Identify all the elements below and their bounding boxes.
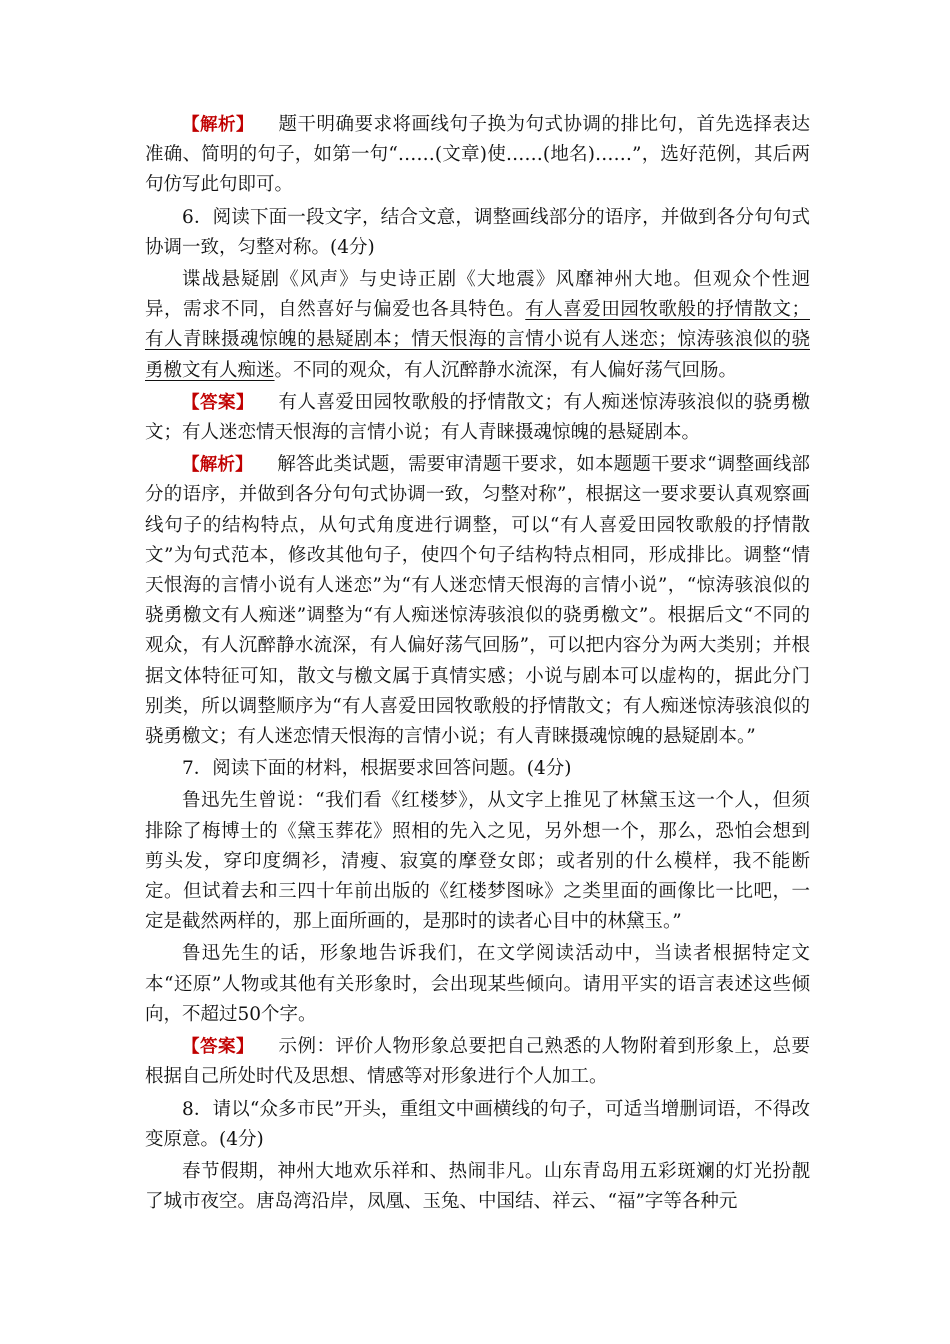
passage-intro: 谍战悬疑剧《风声》与史诗正剧《大地震》风靡神州大地。但观众个性迥异，需求不同，自然喜好与偏爱也各具特色。: [145, 269, 810, 321]
underlined-sentences: 有人喜爱田园牧歌般的抒情散文；有人青睐摄魂惊魄的悬疑剧本；情天恨海的言情小说有人迷恋；惊涛骇浪似的骁勇檄文有人痴迷: [145, 299, 810, 381]
analysis-paragraph-1: [145, 110, 810, 201]
question-7-task: 鲁迅先生的话，形象地告诉我们，在文学阅读活动中，当读者根据特定文本“还原”人物或其他有关形象时，会出现某些倾向。请用平实的语言表述这些倾向，不超过50个字。: [145, 943, 810, 1025]
document-page: [145, 110, 810, 1217]
analysis-tag: 【解析】: [182, 455, 253, 476]
answer-tag: 【答案】: [182, 392, 254, 413]
analysis-6: [145, 450, 810, 752]
question-7-quote: 鲁迅先生曾说：“我们看《红楼梦》，从文字上推见了林黛玉这一个人，但须排除了梅博士的《黛玉葬花》照相的先入之见，另外想一个，那么，恐怕会想到剪头发，穿印度绸衫，清瘦、寂寞的摩登女郎；或者别的什么模样，我不能断定。但试着去和三四十年前出版的《红楼梦图咏》之类里面的画像比一比吧，一定是截然两样的，那上面所画的，是那时的读者心目中的林黛玉。”: [145, 790, 810, 933]
answer-7: [145, 1032, 810, 1092]
answer-text: 示例：评价人物形象总要把自己熟悉的人物附着到形象上，总要根据自己所处时代及思想、情感等对形象进行个人加工。: [145, 1036, 810, 1088]
passage-outro: 。不同的观众，有人沉醉静水流深，有人偏好荡气回肠。: [274, 359, 738, 381]
question-8-passage: 春节假期，神州大地欢乐祥和、热闹非凡。山东青岛用五彩斑斓的灯光扮靓了城市夜空。唐岛湾沿岸，凤凰、玉兔、中国结、祥云、“福”字等各种元: [145, 1160, 810, 1213]
analysis-text: 解答此类试题，需要审清题干要求，如本题题干要求“调整画线部分的语序，并做到各分句句式协调一致，匀整对称”，根据这一要求要认真观察画线句子的结构特点，从句式角度进行调整，可以“有人喜爱田园牧歌般的抒情散文”为句式范本，修改其他句子，使四个句子结构特点相同，形成排比。调整“情天恨海的言情小说有人迷恋”为“有人迷恋情天恨海的言情小说”，“惊涛骇浪似的骁勇檄文有人痴迷”调整为“有人痴迷惊涛骇浪似的骁勇檄文”。根据后文“不同的观众，有人沉醉静水流深，有人偏好荡气回肠”，可以把内容分为两大类别；并根据文体特征可知，散文与檄文属于真情实感；小说与剧本可以虚构的，据此分门别类，所以调整顺序为“有人喜爱田园牧歌般的抒情散文；有人痴迷惊涛骇浪似的骁勇檄文；有人迷恋情天恨海的言情小说；有人青睐摄魂惊魄的悬疑剧本。”: [145, 454, 811, 748]
answer-text: 有人喜爱田园牧歌般的抒情散文；有人痴迷惊涛骇浪似的骁勇檄文；有人迷恋情天恨海的言情小说；有人青睐摄魂惊魄的悬疑剧本。: [145, 391, 810, 444]
question-8: 8．请以“众多市民”开头，重组文中画横线的句子，可适当增删词语，不得改变原意。(4分): [145, 1098, 810, 1150]
answer-tag: 【答案】: [182, 1037, 254, 1058]
question-6: 6．阅读下面一段文字，结合文意，调整画线部分的语序，并做到各分句句式协调一致，匀整对称。(4分): [145, 206, 810, 258]
analysis-text: 题干明确要求将画线句子换为句式协调的排比句，首先选择表达准确、简明的句子，如第一句“……(文章)使……(地名)……”，选好范例，其后两句仿写此句即可。: [145, 114, 810, 196]
question-7: 7．阅读下面的材料，根据要求回答问题。(4分): [182, 758, 572, 780]
question-6-passage: [145, 265, 810, 386]
answer-6: [145, 388, 810, 448]
analysis-tag: 【解析】: [182, 115, 254, 135]
